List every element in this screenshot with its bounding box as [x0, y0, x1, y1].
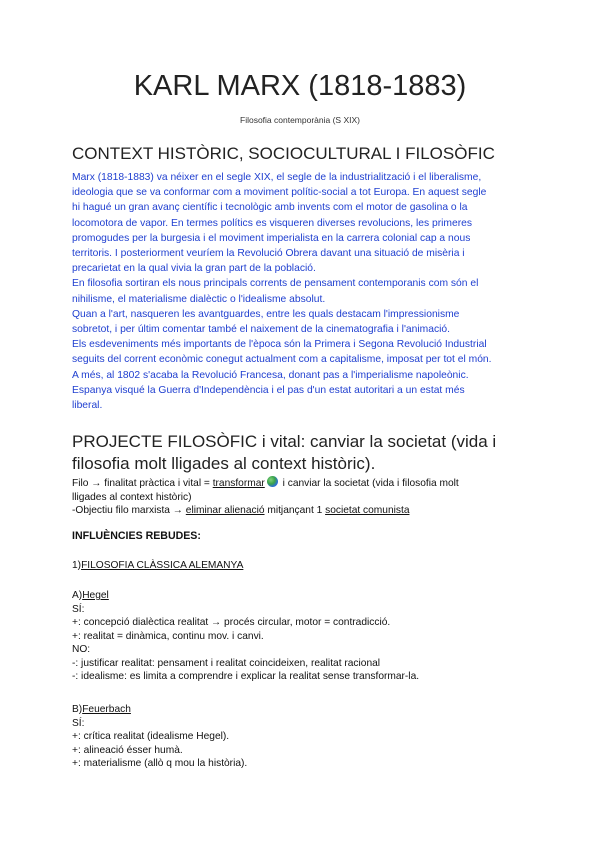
transformar-link[interactable]: transformar	[212, 478, 265, 489]
page-subtitle: Filosofia contemporània (S XIX)	[240, 115, 360, 125]
feuerbach-yes-label: SÍ:	[72, 717, 85, 729]
context-line: territoris. I posteriorment veuríem la Revolució Obrera davant una situació de misèria i	[72, 248, 465, 260]
context-line: Espanya visqué la Guerra d'Independència i el pas d'un estat autoritari a un estat més	[72, 384, 465, 396]
context-line: nihilisme, el materialisme dialèctic o l'idealisme absolut.	[72, 293, 326, 305]
page-title: KARL MARX (1818-1883)	[133, 70, 467, 102]
context-line: Quan a l'art, nasqueren les avantguardes, entre les quals destacam l'impressionisme	[72, 308, 460, 320]
hegel-name: Hegel	[82, 590, 109, 601]
hegel-no-label: NO:	[72, 644, 91, 655]
feuerbach-block	[72, 703, 542, 771]
feuerbach-yes-item: +: alineació ésser humà.	[72, 744, 183, 756]
hegel-block	[72, 589, 542, 684]
eliminar-alienacio-link[interactable]: eliminar alienació	[185, 505, 265, 516]
context-paragraph	[72, 170, 532, 413]
project-line1-start: Filo → finalitat pràctica i vital =	[72, 478, 213, 489]
context-line: Marx (1818-1883) va néixer en el segle XIX, el segle de la industrialització i el liberalisme,	[72, 172, 482, 183]
feuerbach-yes-item: +: materialisme (allò q mou la història).	[72, 758, 248, 769]
context-line: liberal.	[72, 400, 103, 412]
context-line: A més, al 1802 s'acaba la Revolució Francesa, donant pas a l'imperialisme napoleònic.	[72, 369, 469, 381]
project-line1-end: i canviar la societat (vida i filosofia molt	[279, 478, 459, 489]
societat-comunista-link[interactable]: societat comunista	[325, 505, 410, 516]
context-line: sobretot, i per últim comentar també el naixement de la cinematografia i l'animació.	[72, 324, 450, 336]
context-line: promogudes per la burgesia i el moviment imperialista en la carrera colonial cap a nous	[72, 232, 471, 244]
project-line2: lligades al context històric)	[72, 491, 192, 503]
hegel-yes-item: +: concepció dialèctica realitat → procés circular, motor = contradicció.	[72, 617, 391, 628]
context-line: locomotora de vapor. En termes polítics es visqueren diverses revolucions, les primeres	[72, 217, 473, 229]
hegel-yes-item: +: realitat = dinàmica, continu mov. i canvi.	[72, 630, 264, 642]
context-line: ideologia que se va conformar com a moviment polític-social a tot Europa. En aquest segle	[72, 187, 487, 199]
section1-number: 1)	[72, 560, 82, 571]
hegel-yes-label: SÍ:	[72, 603, 85, 615]
influences-heading: INFLUÈNCIES REBUDES:	[72, 530, 201, 542]
context-line: seguits del corrent econòmic conegut actualment com a capitalisme, imposat per tot el món.	[72, 354, 492, 366]
feuerbach-prefix: B)	[72, 704, 83, 715]
context-line: precarietat en la qual vivia la gran part de la població.	[72, 263, 316, 275]
feuerbach-yes-item: +: crítica realitat (idealisme Hegel).	[72, 731, 230, 742]
feuerbach-name: Feuerbach	[82, 704, 131, 715]
project-summary	[72, 476, 542, 518]
hegel-prefix: A)	[72, 590, 83, 601]
context-heading: CONTEXT HISTÒRIC, SOCIOCULTURAL I FILOSÒFIC	[72, 144, 495, 163]
section1-title-line	[72, 559, 243, 573]
context-line: Els esdeveniments més importants de l'època són la Primera i Segona Revolució Industrial	[72, 339, 487, 351]
project-heading: PROJECTE FILOSÒFIC i vital: canviar la societat (vida i filosofia molt lligades al context històric).	[72, 432, 497, 473]
hegel-no-item: -: idealisme: es limita a comprendre i explicar la realitat sense transformar-la.	[72, 671, 420, 682]
context-line: hi hagué un gran avanç científic i tecnològic amb invents com el motor de gasolina o la	[72, 202, 468, 214]
context-line: En filosofia sortiran els nous principals corrents de pensament contemporanis com són el	[72, 278, 479, 290]
globe-icon	[267, 476, 278, 487]
hegel-no-item: -: justificar realitat: pensament i realitat coincideixen, realitat racional	[72, 657, 381, 669]
section1-title: FILOSOFIA CLÀSSICA ALEMANYA	[81, 560, 244, 571]
project-line3-start: -Objectiu filo marxista →	[72, 505, 186, 516]
project-line3-mid: mitjançant 1	[264, 505, 326, 516]
